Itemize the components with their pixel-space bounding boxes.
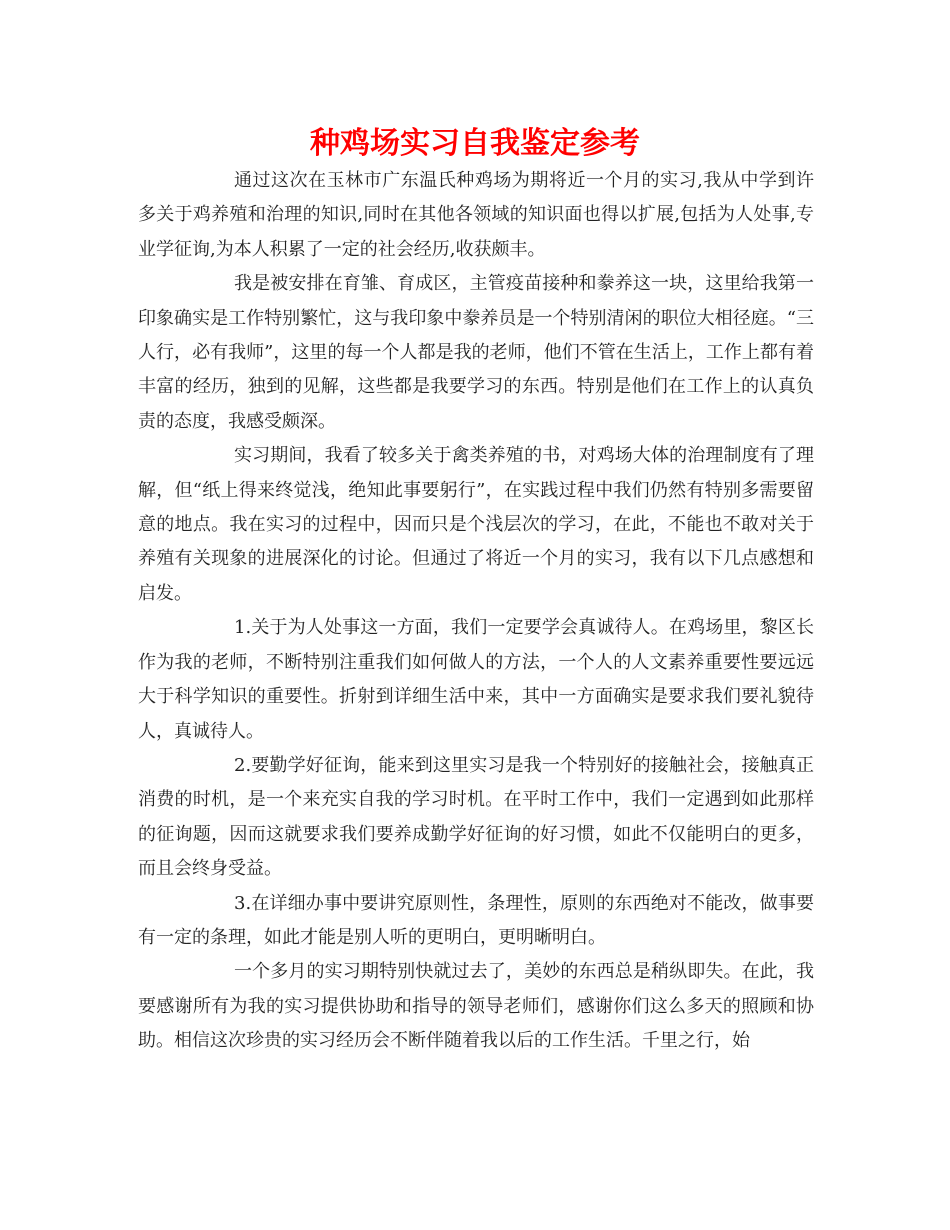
document-body xyxy=(138,164,814,1059)
paragraph: 实习期间，我看了较多关于禽类养殖的书，对鸡场大体的治理制度有了理解，但“纸上得来终觉浅，绝知此事要躬行”，在实践过程中我们仍然有特别多需要留意的地点。我在实习的过程中，因而只是个浅层次的学习，在此，不能也不敢对关于养殖有关现象的进展深化的讨论。但通过了将近一个月的实习，我有以下几点感想和启发。 xyxy=(138,445,814,604)
paragraph: 2.要勤学好征询，能来到这里实习是我一个特别好的接触社会，接触真正消费的时机，是一个来充实自我的学习时机。在平时工作中，我们一定遇到如此那样的征询题，因而这就要求我们要养成勤学好征询的好习惯，如此不仅能明白的更多，而且会终身受益。 xyxy=(138,754,814,880)
paragraph: 1.关于为人处事这一方面，我们一定要学会真诚待人。在鸡场里，黎区长作为我的老师，不断特别注重我们如何做人的方法，一个人的人文素养重要性要远远大于科学知识的重要性。折射到详细生活中来，其中一方面确实是要求我们要礼貌待人，真诚待人。 xyxy=(138,617,814,742)
paragraph: 3.在详细办事中要讲究原则性，条理性，原则的东西绝对不能改，做事要有一定的条理，如此才能是别人听的更明白，更明晰明白。 xyxy=(138,892,814,948)
paragraph: 通过这次在玉林市广东温氏种鸡场为期将近一个月的实习,我从中学到许多关于鸡养殖和治理的知识,同时在其他各领域的知识面也得以扩展,包括为人处事,专业学征询,为本人积累了一定的社会经历,收获颇丰。 xyxy=(138,170,814,260)
paragraph: 一个多月的实习期特别快就过去了，美妙的东西总是稍纵即失。在此，我要感谢所有为我的实习提供协助和指导的领导老师们，感谢你们这么多天的照顾和协助。相信这次珍贵的实习经历会不断伴随着我以后的工作生活。千里之行，始 xyxy=(138,961,814,1052)
document-title: 种鸡场实习自我鉴定参考 xyxy=(310,126,640,161)
paragraph: 我是被安排在育雏、育成区，主管疫苗接种和豢养这一块，这里给我第一印象确实是工作特别繁忙，这与我印象中豢养员是一个特别清闲的职位大相径庭。“三人行，必有我师”，这里的每一个人都是我的老师，他们不管在生活上，工作上都有着丰富的经历，独到的见解，这些都是我要学习的东西。特别是他们在工作上的认真负责的态度，我感受颇深。 xyxy=(138,273,814,432)
